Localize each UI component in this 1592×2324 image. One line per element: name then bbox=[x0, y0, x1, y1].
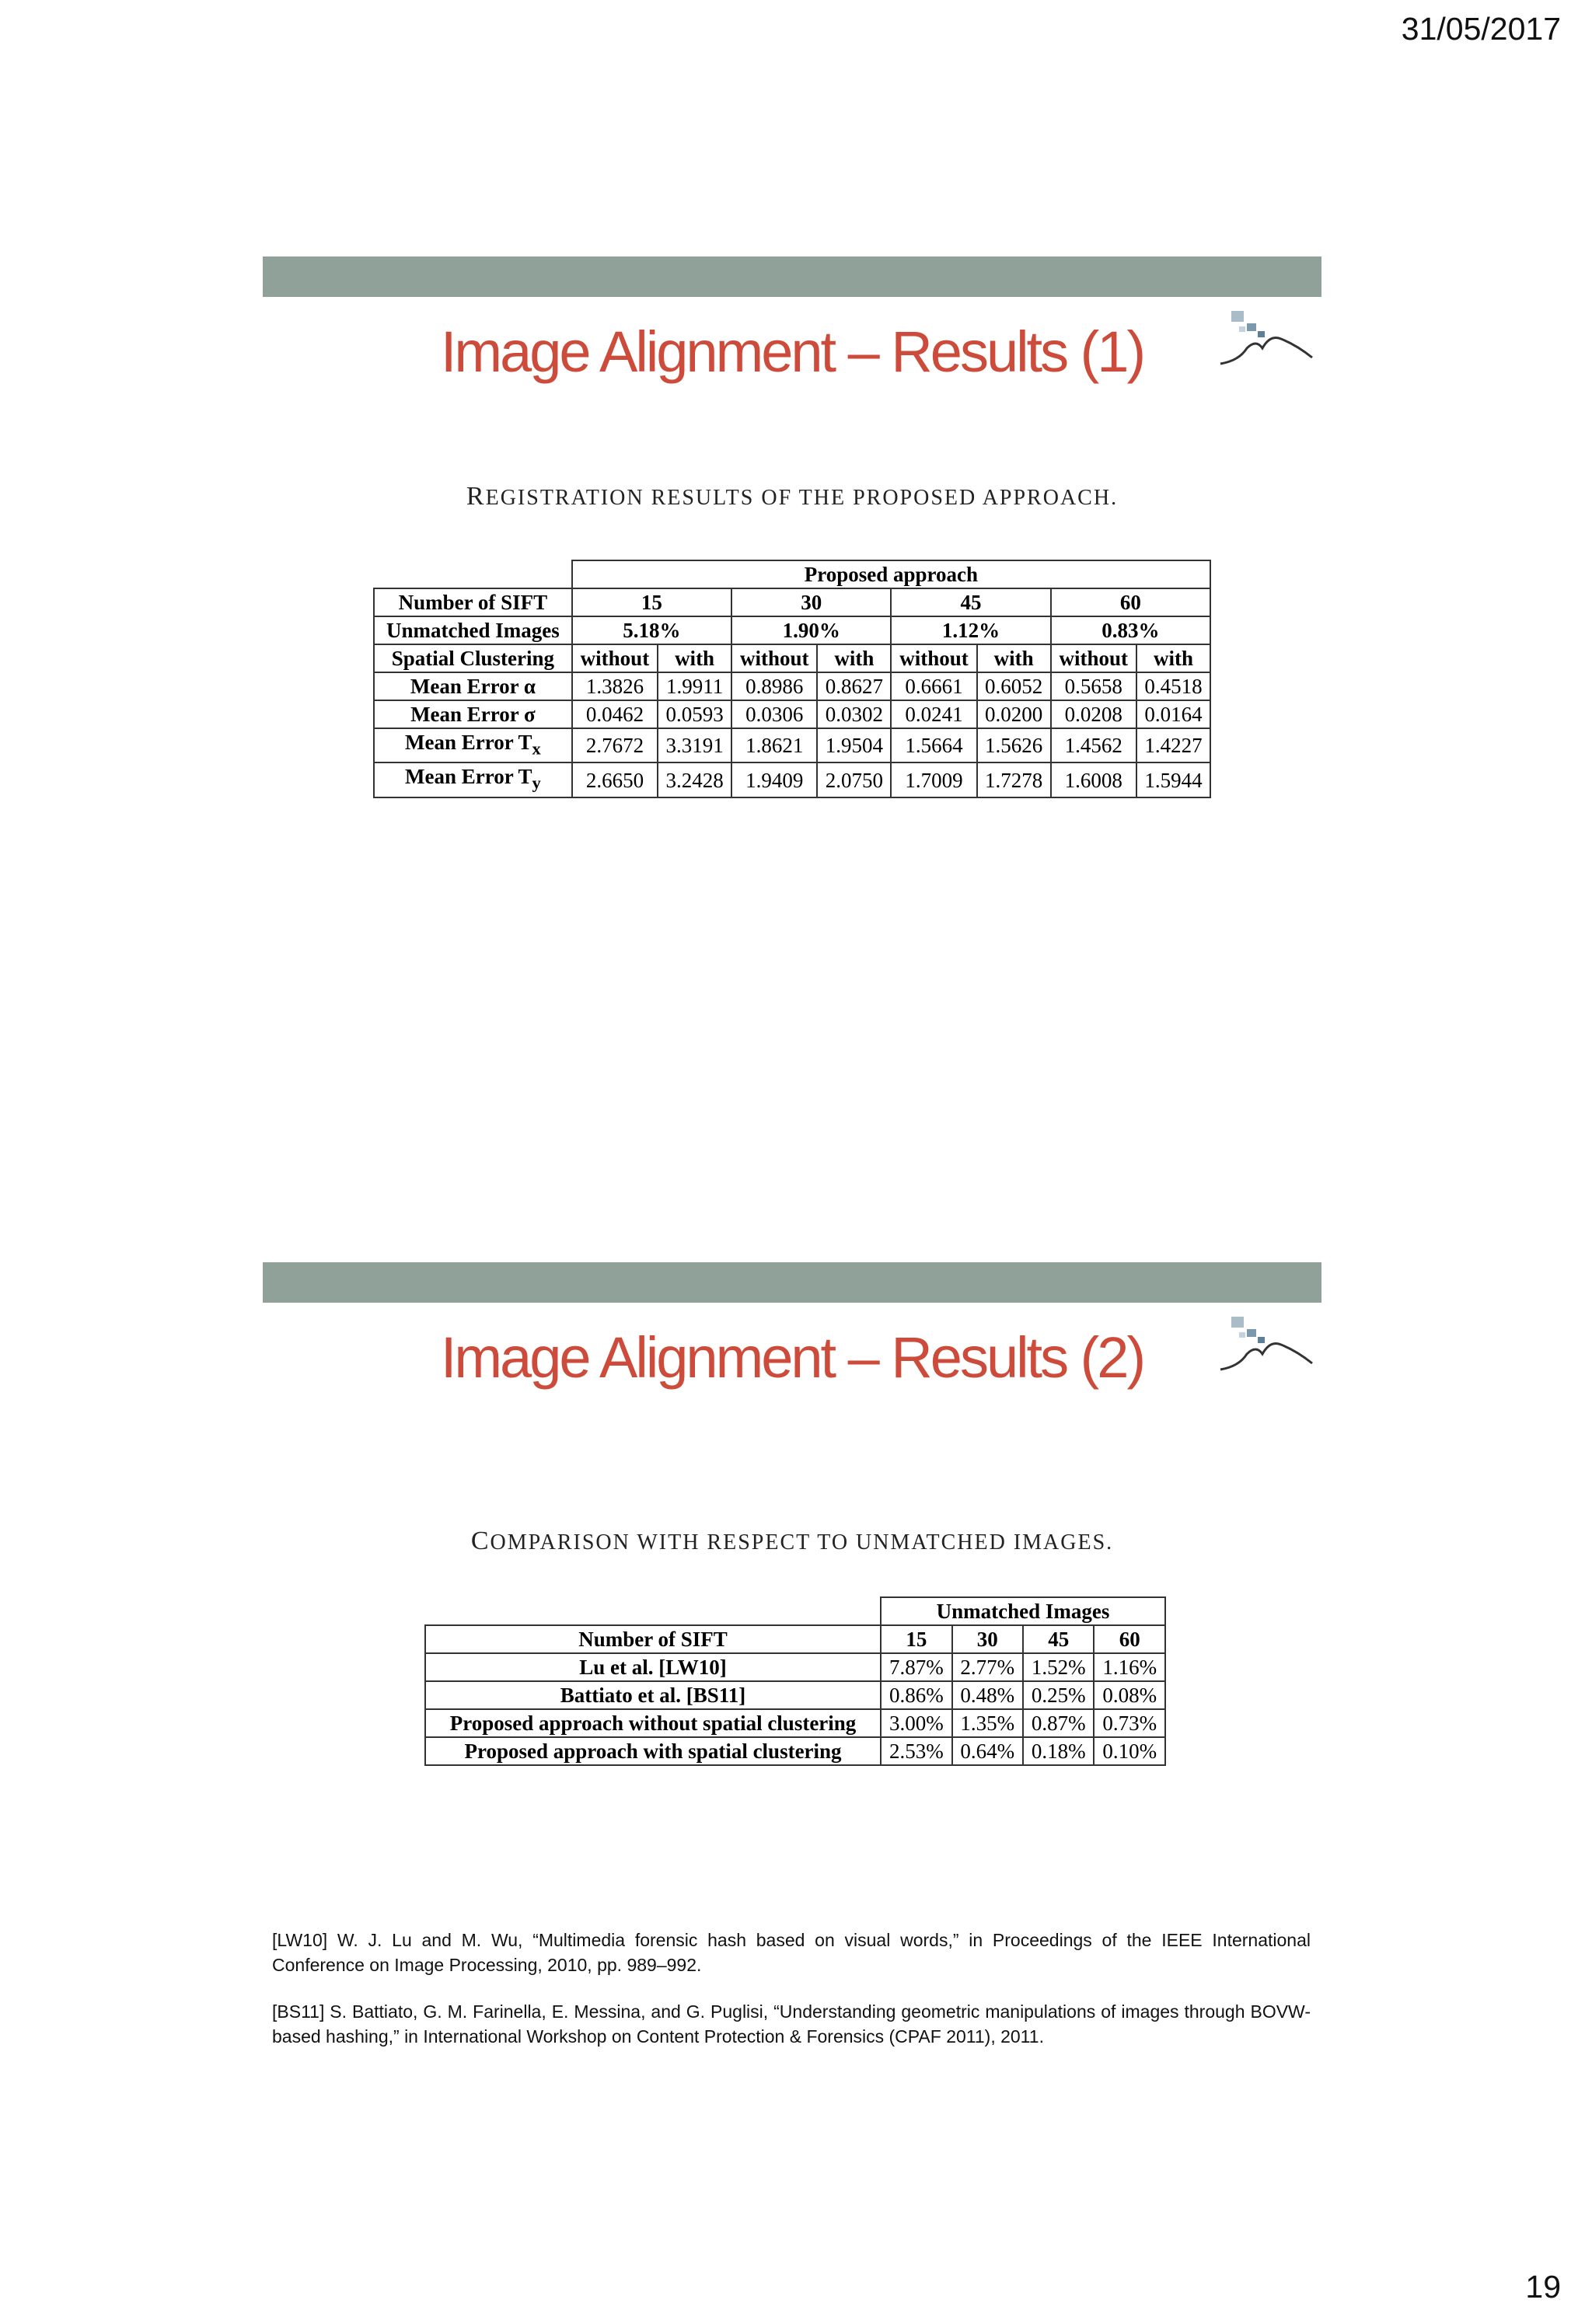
table-cell: 1.16% bbox=[1094, 1653, 1165, 1681]
clustering-value: with bbox=[658, 644, 731, 672]
table-cell: 1.8621 bbox=[731, 728, 817, 762]
table-cell: 0.4518 bbox=[1136, 672, 1210, 700]
table-cell: 0.0200 bbox=[977, 700, 1051, 728]
table-row bbox=[425, 1709, 1165, 1737]
caption-initial: C bbox=[470, 1527, 491, 1555]
table-caption bbox=[263, 482, 1321, 511]
table-cell: 1.9409 bbox=[731, 762, 817, 797]
table-cell: 2.77% bbox=[952, 1653, 1023, 1681]
table-cell: 0.18% bbox=[1023, 1737, 1094, 1765]
unmatched-value: 1.90% bbox=[731, 616, 891, 644]
unmatched-comparison-table bbox=[424, 1596, 1166, 1766]
table-row bbox=[374, 700, 1210, 728]
table-cell: 1.4562 bbox=[1051, 728, 1136, 762]
caption-text: EGISTRATION RESULTS OF THE PROPOSED APPROACH. bbox=[485, 486, 1119, 510]
sift-value: 30 bbox=[731, 588, 891, 616]
table-cell: 0.6052 bbox=[977, 672, 1051, 700]
table-row bbox=[425, 1681, 1165, 1709]
table-row bbox=[425, 1653, 1165, 1681]
table-cell: 0.48% bbox=[952, 1681, 1023, 1709]
table-cell: 1.6008 bbox=[1051, 762, 1136, 797]
table-cell: 0.8986 bbox=[731, 672, 817, 700]
table-cell: 2.7672 bbox=[572, 728, 658, 762]
table-cell: 0.0306 bbox=[731, 700, 817, 728]
row-label: Proposed approach with spatial clustering bbox=[425, 1737, 881, 1765]
table-cell: 0.64% bbox=[952, 1737, 1023, 1765]
slide-1 bbox=[263, 256, 1321, 832]
page-number: 19 bbox=[1525, 2269, 1561, 2305]
sift-value: 15 bbox=[572, 588, 731, 616]
sift-value: 15 bbox=[881, 1625, 951, 1653]
group-header: Proposed approach bbox=[572, 560, 1210, 588]
table-cell: 0.86% bbox=[881, 1681, 951, 1709]
row-label: Lu et al. [LW10] bbox=[425, 1653, 881, 1681]
table-cell: 1.35% bbox=[952, 1709, 1023, 1737]
unmatched-value: 0.83% bbox=[1051, 616, 1210, 644]
table-row bbox=[374, 616, 1210, 644]
table-cell: 2.6650 bbox=[572, 762, 658, 797]
registration-results-table bbox=[373, 560, 1211, 798]
table-cell: 1.5664 bbox=[891, 728, 976, 762]
table-cell: 0.8627 bbox=[817, 672, 891, 700]
row-label: Spatial Clustering bbox=[374, 644, 572, 672]
table-cell: 1.4227 bbox=[1136, 728, 1210, 762]
table-cell: 3.3191 bbox=[658, 728, 731, 762]
table-cell: 1.7009 bbox=[891, 762, 976, 797]
row-label bbox=[374, 762, 572, 797]
table-row bbox=[374, 588, 1210, 616]
row-label: Number of SIFT bbox=[425, 1625, 881, 1653]
university-logo-icon bbox=[1216, 1314, 1317, 1384]
table-cell: 1.9504 bbox=[817, 728, 891, 762]
sift-value: 45 bbox=[891, 588, 1050, 616]
table-row bbox=[425, 1625, 1165, 1653]
header-date: 31/05/2017 bbox=[1401, 11, 1561, 47]
clustering-value: with bbox=[977, 644, 1051, 672]
row-label-subscript: x bbox=[532, 738, 541, 759]
sift-value: 45 bbox=[1023, 1625, 1094, 1653]
row-label-subscript: y bbox=[532, 773, 541, 793]
table-cell: 0.5658 bbox=[1051, 672, 1136, 700]
row-label bbox=[374, 728, 572, 762]
table-cell: 1.5626 bbox=[977, 728, 1051, 762]
table-cell: 1.5944 bbox=[1136, 762, 1210, 797]
row-label-text: Mean Error T bbox=[405, 765, 532, 789]
table-row bbox=[374, 762, 1210, 797]
slide-title: Image Alignment – Results (1) bbox=[440, 319, 1144, 384]
row-label: Number of SIFT bbox=[374, 588, 572, 616]
row-label: Unmatched Images bbox=[374, 616, 572, 644]
table-cell: 3.2428 bbox=[658, 762, 731, 797]
table-cell: 0.73% bbox=[1094, 1709, 1165, 1737]
table-caption bbox=[263, 1527, 1321, 1556]
group-header: Unmatched Images bbox=[881, 1597, 1165, 1625]
clustering-value: without bbox=[891, 644, 976, 672]
table-cell: 7.87% bbox=[881, 1653, 951, 1681]
clustering-value: without bbox=[731, 644, 817, 672]
table-cell: 1.52% bbox=[1023, 1653, 1094, 1681]
university-logo-icon bbox=[1216, 308, 1317, 378]
table-cell: 0.10% bbox=[1094, 1737, 1165, 1765]
table-cell: 2.53% bbox=[881, 1737, 951, 1765]
unmatched-value: 1.12% bbox=[891, 616, 1050, 644]
row-label: Mean Error α bbox=[374, 672, 572, 700]
table-cell: 0.25% bbox=[1023, 1681, 1094, 1709]
table-corner bbox=[374, 560, 572, 588]
clustering-value: with bbox=[1136, 644, 1210, 672]
table-cell: 0.08% bbox=[1094, 1681, 1165, 1709]
table-cell: 0.0302 bbox=[817, 700, 891, 728]
table-row bbox=[374, 728, 1210, 762]
table-cell: 0.87% bbox=[1023, 1709, 1094, 1737]
reference-item: [LW10] W. J. Lu and M. Wu, “Multimedia forensic hash based on visual words,” in Proceedings of the IEEE International Conference on Image Processing, 2010, pp. 989–992. bbox=[272, 1930, 1311, 1975]
row-label: Battiato et al. [BS11] bbox=[425, 1681, 881, 1709]
table-cell: 2.0750 bbox=[817, 762, 891, 797]
table-cell: 1.7278 bbox=[977, 762, 1051, 797]
table-row bbox=[425, 1737, 1165, 1765]
slide-2 bbox=[263, 1262, 1321, 1837]
sift-value: 60 bbox=[1051, 588, 1210, 616]
table-cell: 3.00% bbox=[881, 1709, 951, 1737]
caption-text: OMPARISON WITH RESPECT TO UNMATCHED IMAGES. bbox=[490, 1530, 1114, 1555]
table-cell: 0.0462 bbox=[572, 700, 658, 728]
caption-initial: R bbox=[466, 482, 486, 511]
row-label-text: Mean Error T bbox=[405, 731, 532, 754]
row-label: Proposed approach without spatial clustering bbox=[425, 1709, 881, 1737]
reference-item: [BS11] S. Battiato, G. M. Farinella, E. Messina, and G. Puglisi, “Understanding geometric manipulations of images through BOVW-based hashing,” in International Workshop on Content Protection & Forensics (CPAF 2011), 2011. bbox=[272, 2001, 1311, 2047]
table-cell: 0.6661 bbox=[891, 672, 976, 700]
table-corner bbox=[425, 1597, 881, 1625]
table-cell: 0.0208 bbox=[1051, 700, 1136, 728]
table-row bbox=[374, 672, 1210, 700]
table-row bbox=[374, 644, 1210, 672]
table-cell: 0.0593 bbox=[658, 700, 731, 728]
table-cell: 1.9911 bbox=[658, 672, 731, 700]
slide-header-band bbox=[263, 256, 1321, 297]
row-label: Mean Error σ bbox=[374, 700, 572, 728]
unmatched-value: 5.18% bbox=[572, 616, 731, 644]
references bbox=[272, 1928, 1311, 2071]
table-cell: 0.0241 bbox=[891, 700, 976, 728]
slide-title: Image Alignment – Results (2) bbox=[440, 1325, 1144, 1390]
slide-header-band bbox=[263, 1262, 1321, 1303]
table-cell: 0.0164 bbox=[1136, 700, 1210, 728]
clustering-value: without bbox=[1051, 644, 1136, 672]
clustering-value: with bbox=[817, 644, 891, 672]
sift-value: 60 bbox=[1094, 1625, 1165, 1653]
table-cell: 1.3826 bbox=[572, 672, 658, 700]
clustering-value: without bbox=[572, 644, 658, 672]
sift-value: 30 bbox=[952, 1625, 1023, 1653]
